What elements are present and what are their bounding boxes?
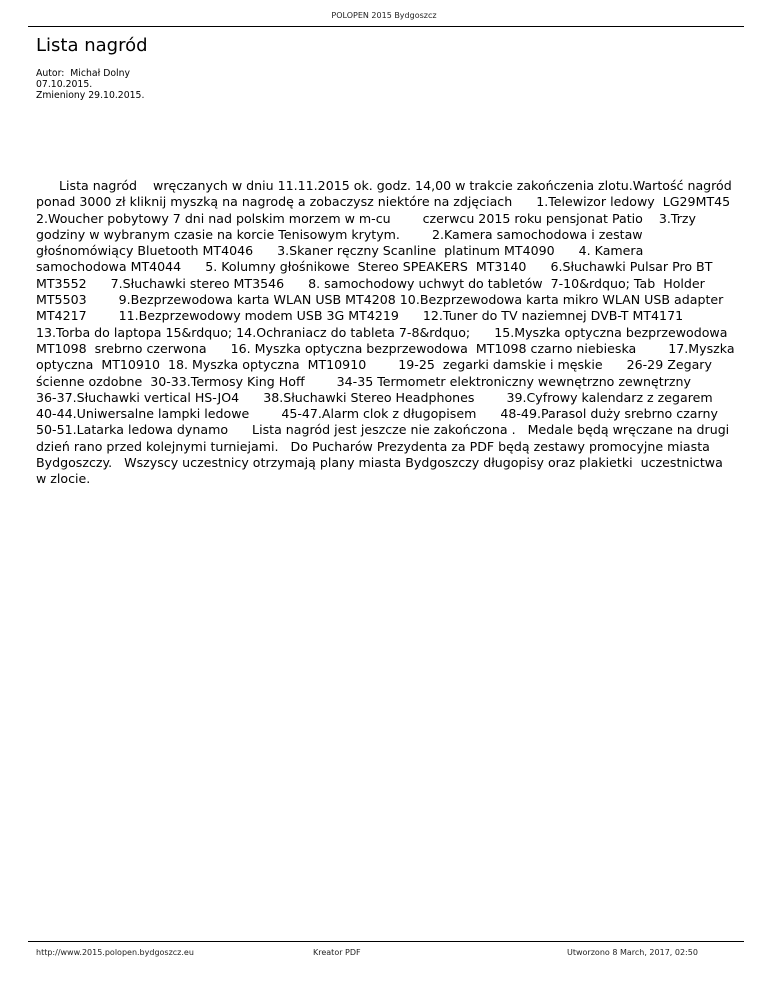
created-date: 07.10.2015.	[36, 79, 93, 90]
article-body-text: Lista nagród wręczanych w dniu 11.11.2015 ok. godz. 14,00 w trakcie zakończenia zlotu.Wartość nagród ponad 3000 zł kliknij myszką na nagrodę a zobaczysz niektóre na zdjęciach 1.Telewizor ledowy LG29MT45 2.Woucher pobytowy 7 dni nad polskim morzem w m-cu czerwcu 2015 roku pensjonat Patio 3.Trzy godziny w wybranym czasie na korcie Tenisowym krytym. 2.Kamera samochodowa i zestaw głośnomówiący Bluetooth MT4046 3.Skaner ręczny Scanline platinum MT4090 4. Kamera samochodowa MT4044 5. Kolumny głośnikowe Stereo SPEAKERS MT3140 6.Słuchawki Pulsar Pro BT MT3552 7.Słuchawki stereo MT3546 8. samochodowy uchwyt do tabletów 7-10&rdquo; Tab Holder MT5503 9.Bezprzewodowa karta WLAN USB MT4208 10.Bezprzewodowa karta mikro WLAN USB adapter MT4217 11.Bezprzewodowy modem USB 3G MT4219 12.Tuner do TV naziemnej DVB-T MT4171 13.Torba do laptopa 15&rdquo; 14.Ochraniacz do tableta 7-8&rdquo; 15.Myszka optyczna bezprzewodowa MT1098 srebrno czerwona 16. Myszka optyczna bezprzewodowa MT1098 czarno niebieska 17.Myszka optyczna MT10910 18. Myszka optyczna MT10910 19-25 zegarki damskie i męskie 26-29 Zegary ścienne ozdobne 30-33.Termosy King Hoff 34-35 Termometr elektroniczny wewnętrzno zewnętrzny 36-37.Słuchawki vertical HS-JO4 38.Słuchawki Stereo Headphones 39.Cyfrowy kalendarz z zegarem 40-44.Uniwersalne lampki ledowe 45-47.Alarm clok z długopisem 48-49.Parasol duży srebrno czarny 50-51.Latarka ledowa dynamo Lista nagród jest jeszcze nie zakończona . Medale będą wręczane na drugi dzień rano przed kolejnymi turniejami. Do Pucharów Prezydenta za PDF będą zestawy promocyjne miasta Bydgoszczy. Wszyscy uczestnicy otrzymają plany miasta Bydgoszczy długopisy oraz plakietki uczestnictwa w zlocie.	[36, 178, 742, 487]
modified-date: Zmieniony 29.10.2015.	[36, 90, 145, 101]
header-divider	[28, 26, 744, 27]
article-title: Lista nagród	[36, 35, 148, 56]
article-meta	[36, 68, 144, 101]
footer-divider	[28, 941, 744, 942]
footer-generator: Kreator PDF	[313, 948, 361, 957]
page-header-title: POLOPEN 2015 Bydgoszcz	[331, 11, 437, 20]
footer-url: http://www.2015.polopen.bydgoszcz.eu	[36, 948, 194, 957]
footer-created: Utworzono 8 March, 2017, 02:50	[567, 948, 698, 957]
author-line: Autor: Michał Dolny	[36, 68, 131, 79]
article-body	[36, 178, 742, 488]
